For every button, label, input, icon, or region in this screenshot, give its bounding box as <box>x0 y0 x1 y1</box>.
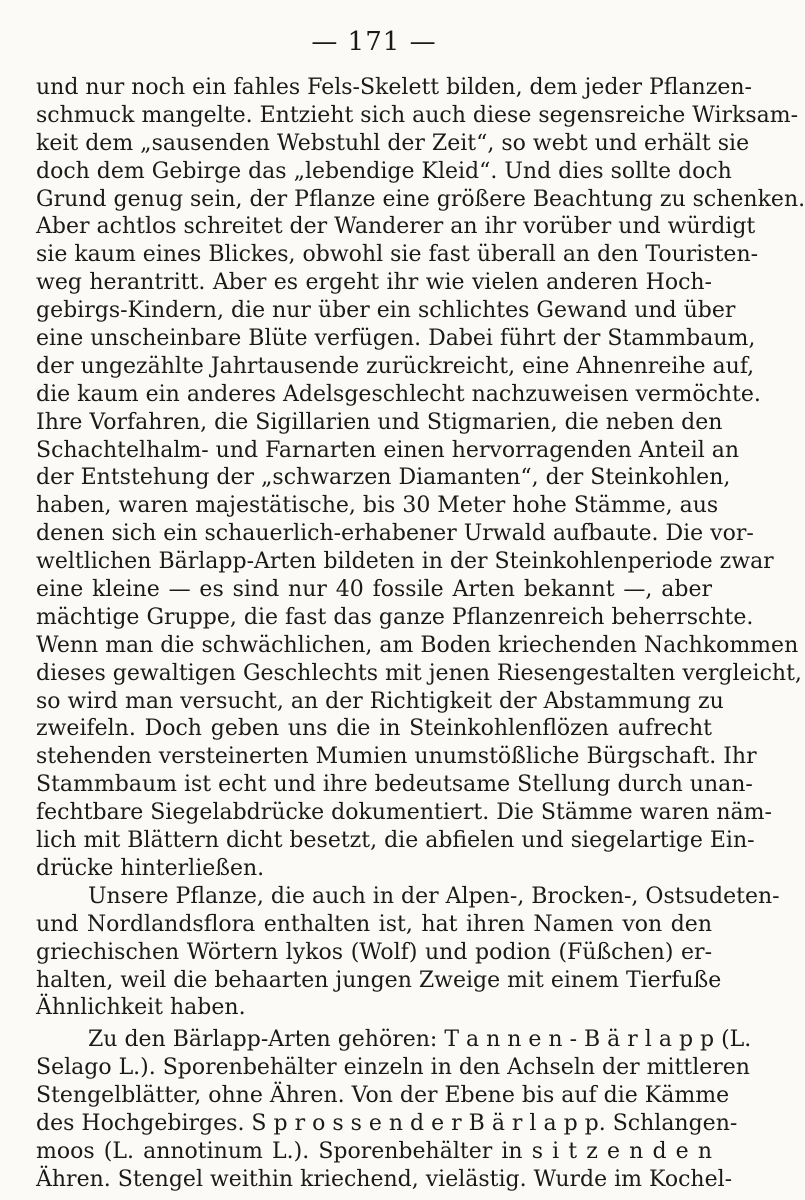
text-line: keit dem „sausenden Webstuhl der Zeit“, so webt und erhält sie <box>36 130 750 156</box>
text-line: Schachtelhalm- und Farnarten einen hervorragenden Anteil an <box>36 437 740 463</box>
text-line: Aber achtlos schreitet der Wanderer an ihr vorüber und würdigt <box>36 214 756 240</box>
text-line: haben, waren majestätische, bis 30 Meter hohe Stämme, aus <box>36 493 719 519</box>
text-line: lich mit Blättern dicht besetzt, die abfielen und siegelartige Ein- <box>36 828 755 854</box>
page-number: — 171 — <box>311 27 437 57</box>
text-line: Stengelblätter, ohne Ähren. Von der Ebene bis auf die Kämme <box>36 1083 730 1109</box>
text-line: des Hochgebirges. S p r o s s e n d e r B ä r l a p p. Schlangen- <box>36 1110 738 1136</box>
book-page <box>36 22 805 1194</box>
text-line: der Entstehung der „schwarzen Diamanten“, der Steinkohlen, <box>36 465 731 491</box>
text-line: stehenden versteinerten Mumien unumstößliche Bürgschaft. Ihr <box>36 744 757 770</box>
text-body <box>36 74 805 1194</box>
text-line: Unsere Pflanze, die auch in der Alpen-, Brocken-, Ostsudeten- <box>88 883 780 909</box>
text-line: griechischen Wörtern lykos (Wolf) und podion (Füßchen) er- <box>36 939 712 965</box>
text-line: Zu den Bärlapp-Arten gehören: T a n n e n - B ä r l a p p (L. <box>88 1027 752 1053</box>
text-line: denen sich ein schauerlich-erhabener Urwald aufbaute. Die vor- <box>36 521 754 547</box>
text-line: Ähren. Stengel weithin kriechend, vielästig. Wurde im Kochel- <box>36 1166 733 1192</box>
text-line: Grund genug sein, der Pflanze eine größere Beachtung zu schenken. <box>36 186 805 212</box>
paragraph <box>36 883 780 1022</box>
text-line: gebirgs-Kindern, die nur über ein schlichtes Gewand und über <box>36 298 736 324</box>
text-line: drücke hinterließen. <box>36 855 265 881</box>
paragraph <box>36 74 805 883</box>
paragraph <box>36 1026 752 1193</box>
text-line: schmuck mangelte. Entzieht sich auch diese segensreiche Wirksam- <box>36 102 799 128</box>
text-line: und Nordlandsflora enthalten ist, hat ihren Namen von den <box>36 911 712 937</box>
text-line: Wenn man die schwächlichen, am Boden kriechenden Nachkommen <box>36 632 799 658</box>
text-line: moos (L. annotinum L.). Sporenbehälter in s i t z e n d e n <box>36 1138 712 1164</box>
text-line: doch dem Gebirge das „lebendige Kleid“. Und dies sollte doch <box>36 158 732 184</box>
text-line: halten, weil die behaarten jungen Zweige mit einem Tierfuße <box>36 967 722 993</box>
text-line: dieses gewaltigen Geschlechts mit jenen Riesengestalten vergleicht, <box>36 660 802 686</box>
text-line: fechtbare Siegelabdrücke dokumentiert. Die Stämme waren näm- <box>36 800 772 826</box>
text-line: und nur noch ein fahles Fels-Skelett bilden, dem jeder Pflanzen- <box>36 75 752 100</box>
text-line: eine unscheinbare Blüte verfügen. Dabei führt der Stammbaum, <box>36 326 756 352</box>
text-line: mächtige Gruppe, die fast das ganze Pflanzenreich beherrschte. <box>36 604 754 630</box>
text-line: die kaum ein anderes Adelsgeschlecht nachzuweisen vermöchte. <box>36 381 761 407</box>
text-line: Ihre Vorfahren, die Sigillarien und Stigmarien, die neben den <box>36 409 723 435</box>
text-line: zweifeln. Doch geben uns die in Steinkohlenflözen aufrecht <box>36 716 712 742</box>
text-line: Selago L.). Sporenbehälter einzeln in den Achseln der mittleren <box>36 1055 750 1081</box>
text-line: Ähnlichkeit haben. <box>36 995 246 1021</box>
text-line: der ungezählte Jahrtausende zurückreicht, eine Ahnenreihe auf, <box>36 353 755 379</box>
text-line: sie kaum eines Blickes, obwohl sie fast überall an den Touristen- <box>36 242 759 268</box>
text-line: eine kleine — es sind nur 40 fossile Arten bekannt —, aber <box>36 577 712 603</box>
text-line: Stammbaum ist echt und ihre bedeutsame Stellung durch unan- <box>36 772 753 798</box>
text-line: weg herantritt. Aber es ergeht ihr wie vielen anderen Hoch- <box>36 270 712 296</box>
text-line: weltlichen Bärlapp-Arten bildeten in der Steinkohlenperiode zwar <box>36 549 774 575</box>
text-line: so wird man versucht, an der Richtigkeit der Abstammung zu <box>36 688 724 714</box>
